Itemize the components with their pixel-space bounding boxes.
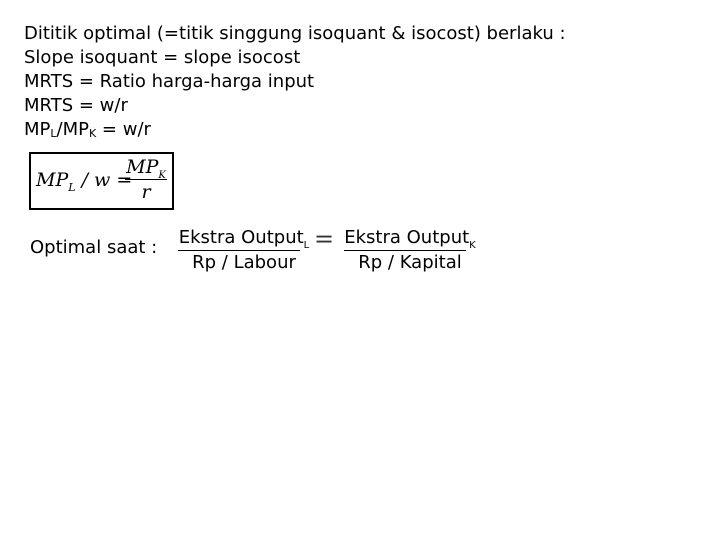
kapital-num-sub: K	[469, 240, 476, 251]
optimal-label: Optimal saat :	[30, 237, 158, 258]
fraction-kapital-denominator: Rp / Kapital	[358, 252, 462, 273]
statement-mrts-wr: MRTS = w/r	[24, 95, 128, 116]
formula-lhs	[36, 169, 133, 194]
labour-num-text: Ekstra Output	[178, 227, 304, 248]
statement-optimal-point: Dititik optimal (=titik singgung isoquant & isocost) berlaku :	[24, 23, 566, 44]
formula-num-mp: MP	[126, 156, 159, 178]
subscript-l: L	[50, 127, 57, 140]
fraction-kapital-numerator	[342, 226, 478, 250]
formula-lhs-sub: L	[68, 181, 76, 194]
subscript-k: K	[88, 127, 97, 140]
formula-box	[29, 152, 174, 210]
equals-sign: =	[314, 225, 335, 253]
statement-mrts-ratio: MRTS = Ratio harga-harga input	[24, 71, 315, 92]
kapital-num-text: Ekstra Output	[344, 227, 470, 248]
fraction-kapital	[342, 226, 478, 275]
fraction-labour-denominator: Rp / Labour	[192, 252, 296, 273]
labour-num-sub: L	[303, 240, 310, 251]
statement-mp-ratio	[24, 118, 151, 142]
formula-lhs-rest: / w =	[75, 169, 133, 191]
fraction-labour	[176, 226, 312, 275]
formula-num-sub: K	[158, 170, 166, 181]
formula-fraction	[123, 155, 169, 204]
formula-lhs-mp: MP	[36, 169, 69, 191]
equals-wr-text: = w/r	[96, 119, 151, 140]
mp-text: MP	[24, 119, 51, 140]
formula-numerator	[123, 155, 169, 179]
formula-denominator: r	[141, 181, 151, 203]
fraction-labour-numerator	[176, 226, 312, 250]
statement-slope-equality: Slope isoquant = slope isocost	[24, 47, 301, 68]
mp-text-2: /MP	[56, 119, 89, 140]
